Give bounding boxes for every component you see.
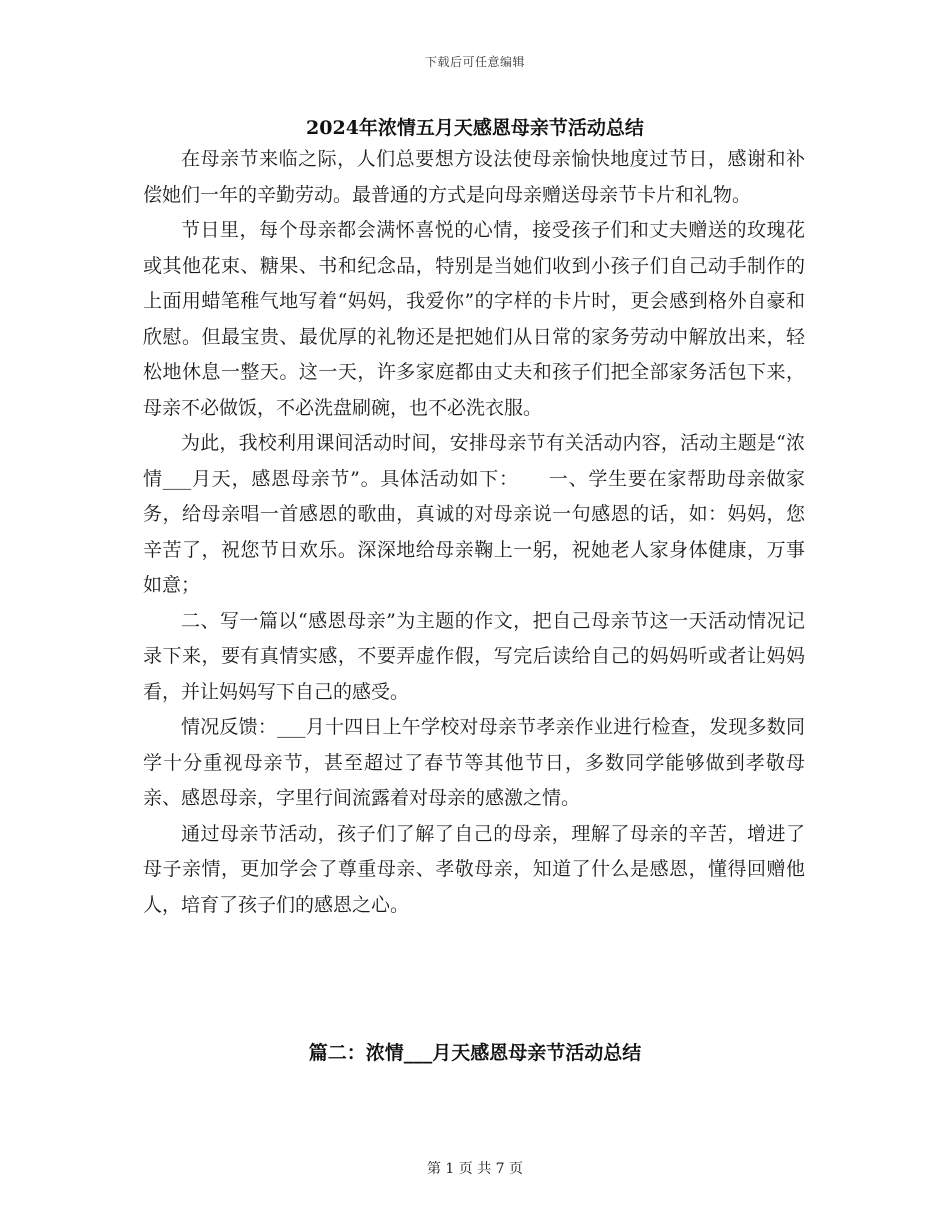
paragraph-4: 二、写一篇以“感恩母亲”为主题的作文，把自己母亲节这一天活动情况记录下来，要有真情实感，不要弄虚作假，写完后读给自己的妈妈听或者让妈妈看，并让妈妈写下自己的感受。 — [143, 609, 805, 703]
paragraph-3: 为此，我校利用课间活动时间，安排母亲节有关活动内容，活动主题是“浓情___月天，感恩母亲节”。具体活动如下： 一、学生要在家帮助母亲做家务，给母亲唱一首感恩的歌曲，真诚的对母亲说一句感恩的话，如：妈妈，您辛苦了，祝您节日欢乐。深深地给母亲鞠上一躬，祝她老人家身体健康，万事如意； — [143, 432, 805, 596]
document-body — [143, 142, 805, 923]
paragraph-5: 情况反馈：___月十四日上午学校对母亲节孝亲作业进行检查，发现多数同学十分重视母亲节，甚至超过了春节等其他节日，多数同学能够做到孝敬母亲、感恩母亲，字里行间流露着对母亲的感激之情。 — [143, 716, 805, 809]
paragraph-2: 节日里，每个母亲都会满怀喜悦的心情，接受孩子们和丈夫赠送的玫瑰花或其他花束、糖果、书和纪念品，特别是当她们收到小孩子们自己动手制作的上面用蜡笔稚气地写着“妈妈，我爱你”的字样的卡片时，更会感到格外自豪和欣慰。但最宝贵、最优厚的礼物还是把她们从日常的家务劳动中解放出来，轻松地休息一整天。这一天，许多家庭都由丈夫和孩子们把全部家务活包下来，母亲不必做饭，不必洗盘刷碗，也不必洗衣服。 — [143, 219, 805, 419]
header-note: 下载后可任意编辑 — [424, 55, 525, 69]
page-number: 第 1 页 共 7 页 — [426, 1161, 524, 1177]
document-title: 2024年浓情五月天感恩母亲节活动总结 — [306, 117, 644, 139]
paragraph-6: 通过母亲节活动，孩子们了解了自己的母亲，理解了母亲的辛苦，增进了母子亲情，更加学会了尊重母亲、孝敬母亲，知道了什么是感恩，懂得回赠他人，培育了孩子们的感恩之心。 — [143, 822, 805, 916]
paragraph-1: 在母亲节来临之际，人们总要想方设法使母亲愉快地度过节日，感谢和补偿她们一年的辛勤劳动。最普通的方式是向母亲赠送母亲节卡片和礼物。 — [143, 148, 805, 206]
section-title: 篇二：浓情___月天感恩母亲节活动总结 — [308, 1042, 642, 1064]
